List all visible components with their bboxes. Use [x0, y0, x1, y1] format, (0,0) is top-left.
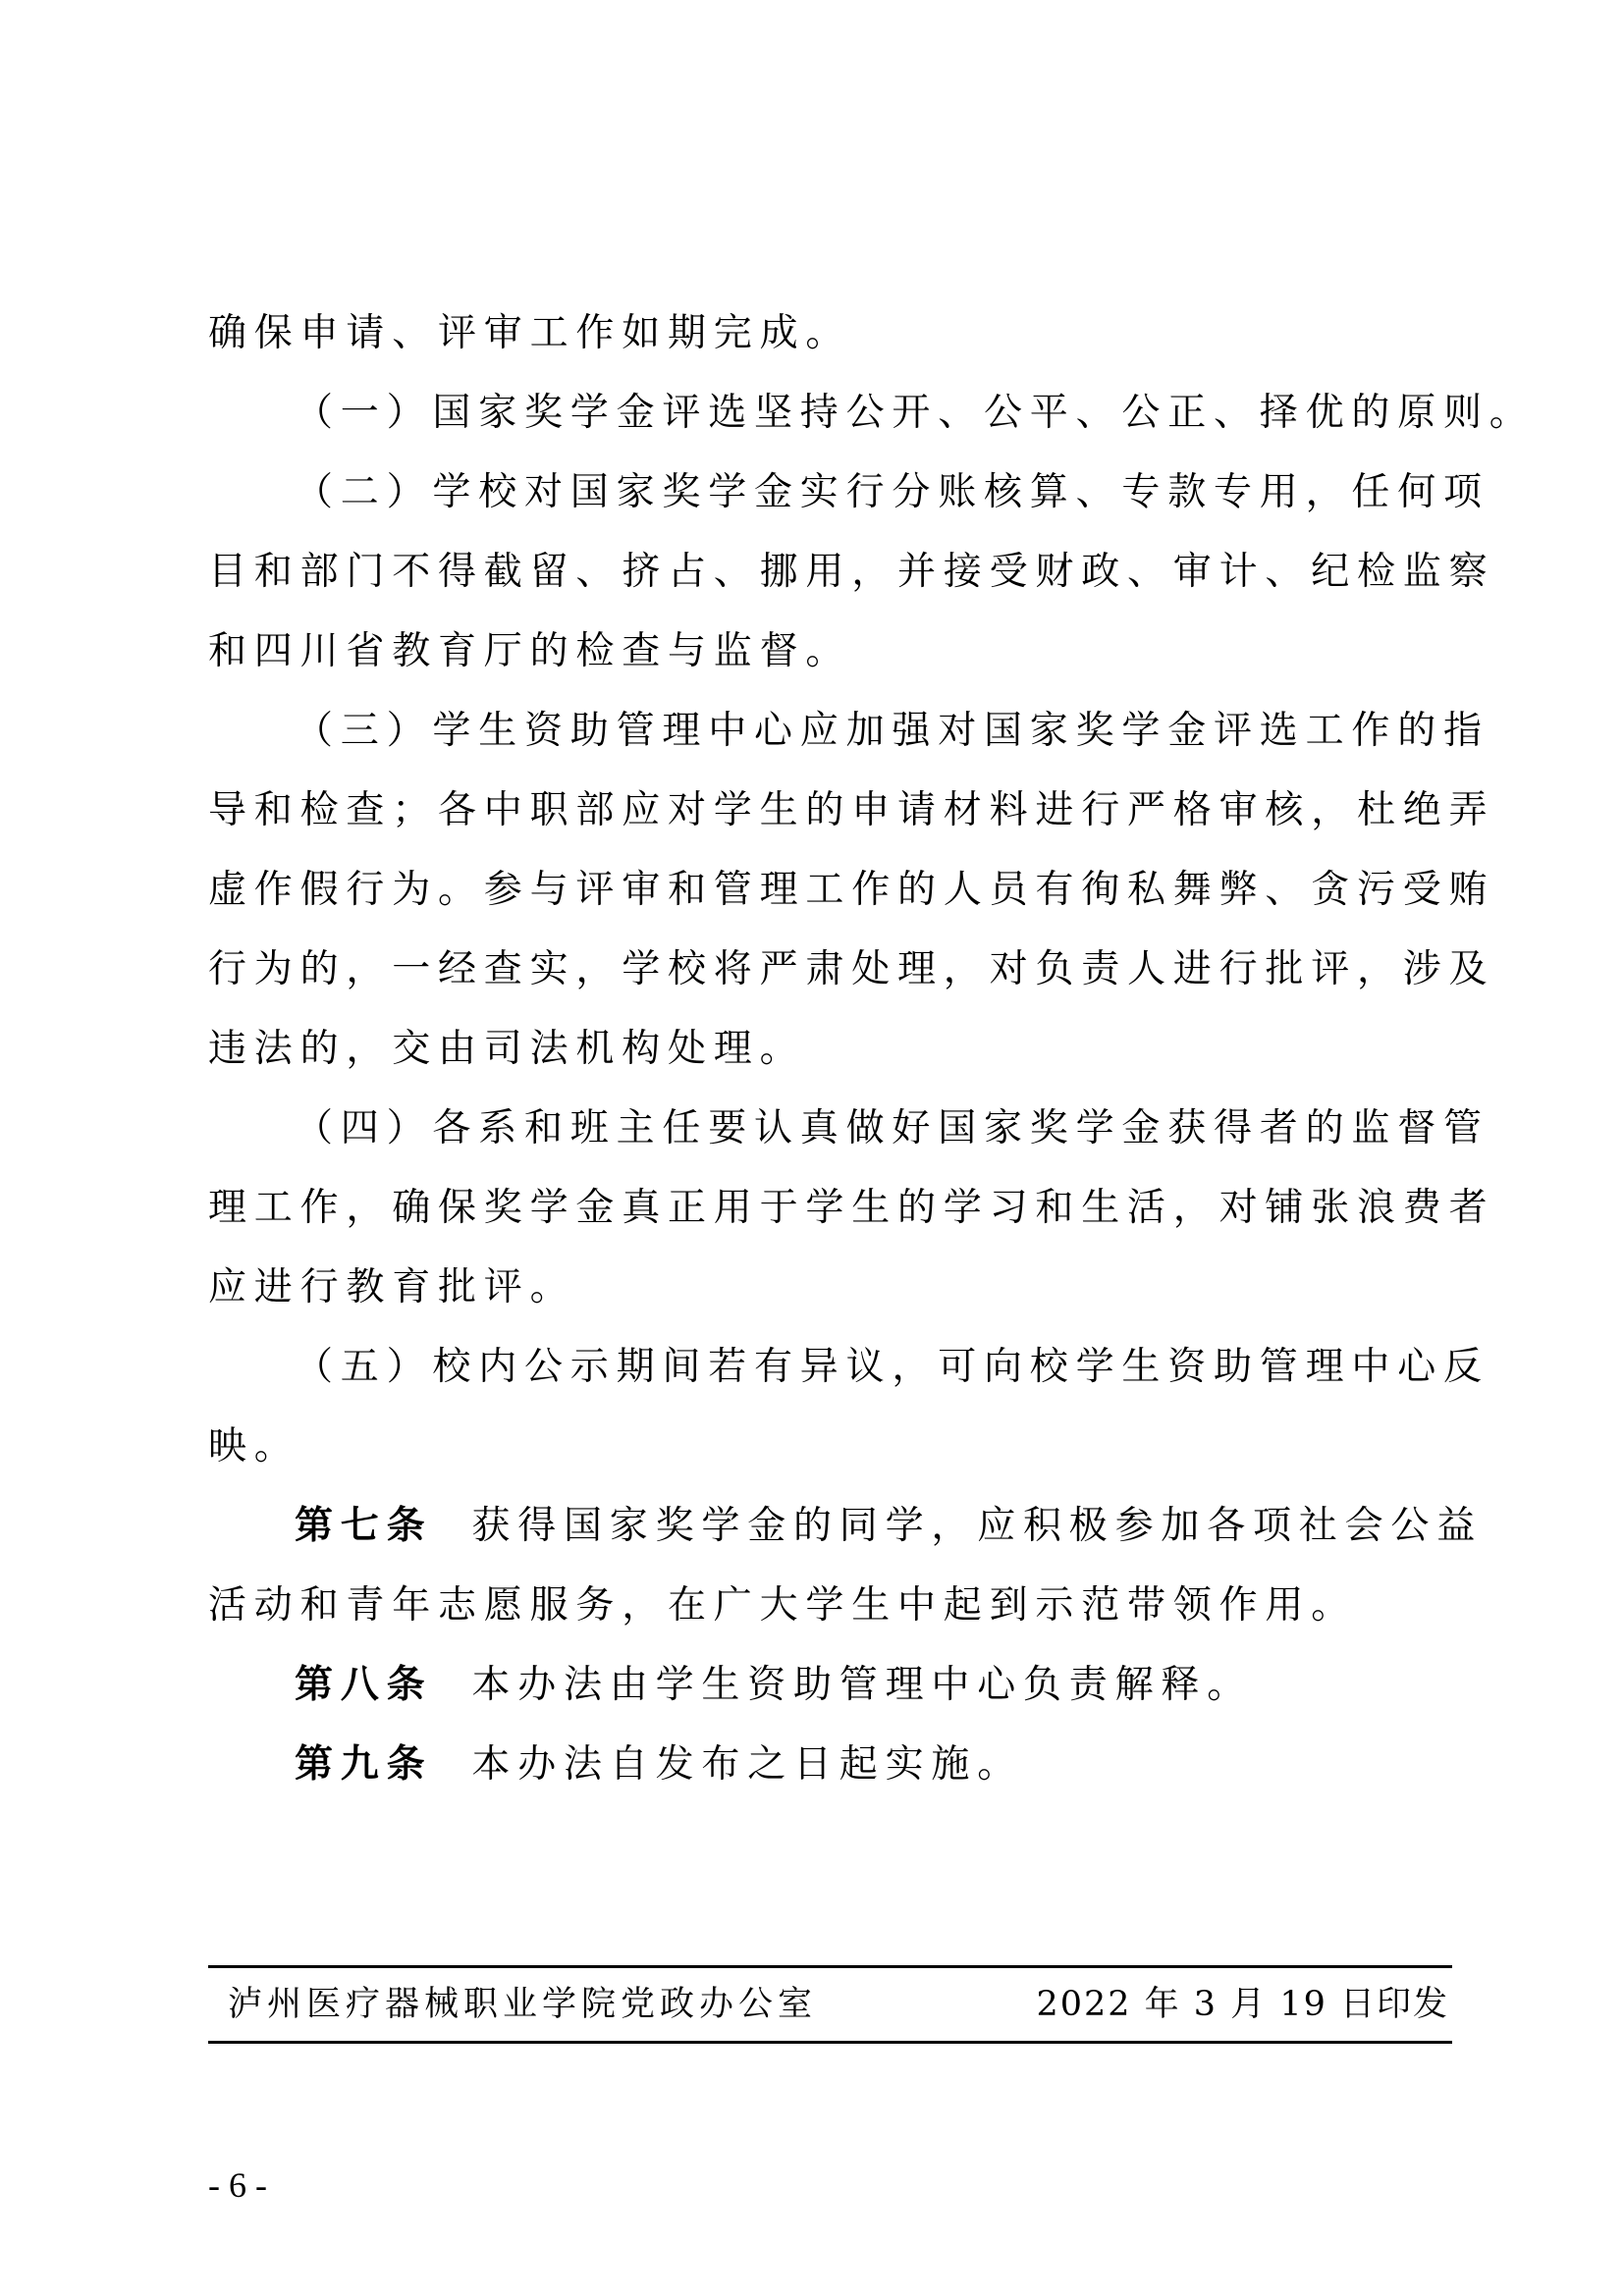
body-line: 导和检查；各中职部应对学生的申请材料进行严格审核，杜绝弄: [208, 788, 1495, 832]
body-line: 确保申请、评审工作如期完成。: [208, 311, 852, 355]
article-8-text: 本办法由学生资助管理中心负责解释。: [471, 1663, 1254, 1707]
body-line: （二）学校对国家奖学金实行分账核算、专款专用，任何项: [295, 470, 1489, 514]
page-number: - 6 -: [208, 2165, 267, 2205]
article-7: [295, 1504, 1484, 1548]
footer-issuer: 泸州医疗器械职业学院党政办公室: [228, 1985, 818, 2024]
body-line: 行为的，一经查实，学校将严肃处理，对负责人进行批评，涉及: [208, 947, 1495, 991]
body-line: 违法的，交由司法机构处理。: [208, 1027, 806, 1071]
article-8-label: 第八条: [295, 1663, 433, 1707]
footer-bottom-rule: [208, 2041, 1452, 2044]
footer-date: 2022 年 3 月 19 日印发: [1036, 1985, 1449, 2024]
body-line: 理工作，确保奖学金真正用于学生的学习和生活，对铺张浪费者: [208, 1186, 1495, 1230]
article-7-label: 第七条: [295, 1504, 433, 1548]
article-7-text: 获得国家奖学金的同学，应积极参加各项社会公益: [471, 1504, 1484, 1548]
body-line: 目和部门不得截留、挤占、挪用，并接受财政、审计、纪检监察: [208, 550, 1495, 594]
article-9-label: 第九条: [295, 1742, 433, 1787]
body-line: 应进行教育批评。: [208, 1265, 576, 1309]
body-line: 和四川省教育厅的检查与监督。: [208, 629, 852, 673]
footer-top-rule: [208, 1965, 1452, 1968]
article-8: [295, 1663, 1254, 1707]
body-line: （三）学生资助管理中心应加强对国家奖学金评选工作的指: [295, 709, 1489, 753]
article-9-text: 本办法自发布之日起实施。: [471, 1742, 1024, 1787]
body-line: 映。: [208, 1424, 300, 1468]
article-9: [295, 1742, 1024, 1787]
body-line: 活动和青年志愿服务，在广大学生中起到示范带领作用。: [208, 1583, 1358, 1628]
body-line: （五）校内公示期间若有异议，可向校学生资助管理中心反: [295, 1345, 1489, 1389]
body-line: （一）国家奖学金评选坚持公开、公平、公正、择优的原则。: [295, 391, 1536, 435]
body-line: （四）各系和班主任要认真做好国家奖学金获得者的监督管: [295, 1106, 1489, 1150]
body-line: 虚作假行为。参与评审和管理工作的人员有徇私舞弊、贪污受贿: [208, 868, 1495, 912]
